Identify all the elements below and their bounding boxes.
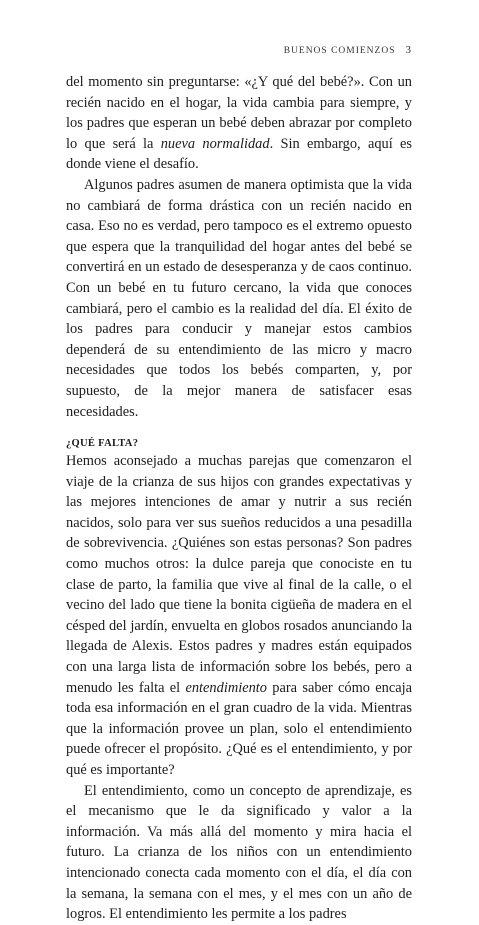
paragraph-1-text-a: del momento sin preguntarse: «¿Y qué del bebé?». Con un recién nacido en el hogar, la vida cambia para siempre, y los padres que esperan un bebé deben abrazar por completo lo que será la: [66, 74, 412, 152]
paragraph-3-text-b: para saber cómo encaja toda esa información en el gran cuadro de la vida. Mientras que la información provee un plan, solo el entendimiento puede ofrecer el propósito. ¿Qué es el entendimiento, y por qué es importante?: [66, 679, 413, 778]
paragraph-1-text-b: . Sin embargo, aquí es donde viene el desafío.: [66, 135, 413, 173]
paragraph-2: Algunos padres asumen de manera optimista que la vida no cambiará de forma drástica con un recién nacido en casa. Eso no es verdad, pero tampoco es el extremo opuesto que espera que la tranquilidad del hogar antes del bebé se convertirá en un estado de desesperanza y de caos continuo. Con un bebé en tu futuro cercano, la vida que conoces cambiará, pero el cambio es la realidad del día. El éxito de los padres para conducir y manejar estos cambios dependerá de su entendimiento de las micro y macro necesidades que todos los bebés comparten, y, por supuesto, de la mejor manera de satisfacer esas necesidades.: [66, 176, 412, 420]
paragraph-3: [66, 451, 412, 781]
paragraph-3-emphasis: entendimiento: [185, 679, 267, 696]
page-number: 3: [405, 44, 411, 56]
running-title: BUENOS COMIENZOS: [283, 46, 396, 56]
paragraph-1: [66, 72, 412, 175]
running-head: [66, 44, 411, 56]
paragraph-3-text-a: Hemos aconsejado a muchas parejas que comenzaron el viaje de la crianza de sus hijos con grandes expectativas y las mejores intenciones de amar y nutrir a sus recién nacidos, solo para ver sus sueños reducidos a una pesadilla de sobrevivencia. ¿Quiénes son estas personas? Son padres como muchos otros: la dulce pareja que conociste en tu clase de parto, la familia que vive al final de la calle, o el vecino del lado que tiene la bonita cigüeña de madera en el césped del jardín, envuelta en globos rosados anunciando la llegada de Alexis. Estos padres y madres están equipados con una larga lista de información sobre los bebés, pero a menudo les falta el: [66, 453, 412, 696]
paragraph-1-emphasis: nueva normalidad: [160, 135, 270, 152]
body-text: [66, 72, 412, 925]
paragraph-4: El entendimiento, como un concepto de aprendizaje, es el mecanismo que le da significado y valor a la información. Va más allá del momento y mira hacia el futuro. La crianza de los niños con un entendimiento intencionado conecta cada momento con el día, el día con la semana, la semana con el mes, y el mes con un año de logros. El entendimiento les permite a los padres: [66, 782, 412, 923]
section-heading: ¿QUÉ FALTA?: [66, 438, 139, 450]
